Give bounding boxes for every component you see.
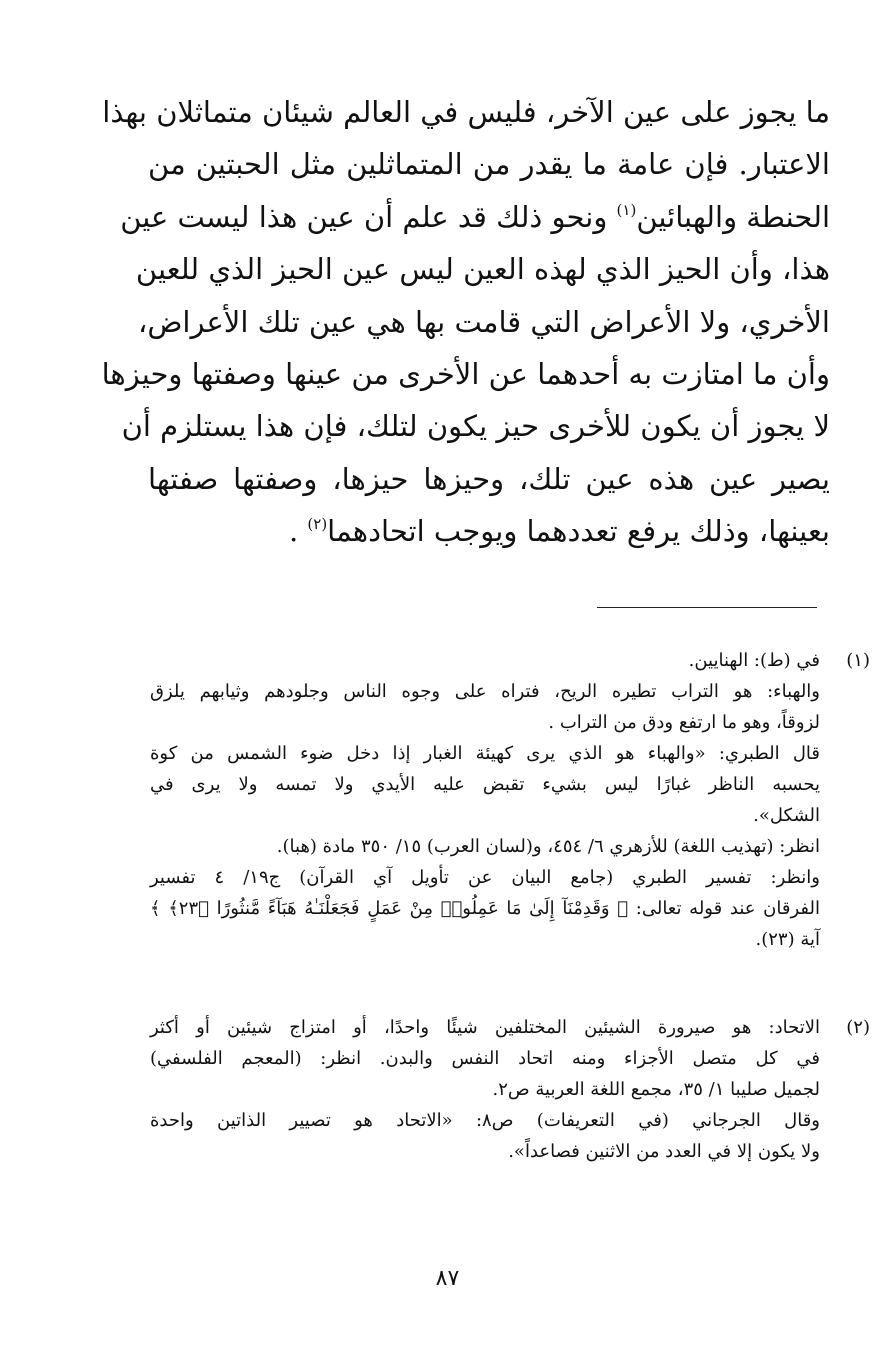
- footnote-separator: [597, 607, 817, 608]
- footnote-body: [150, 1012, 820, 1167]
- footnote-line: قال الطبري: «والهباء هو الذي يرى كهيئة الغبار إذا دخل ضوء الشمس من كوة: [150, 743, 820, 764]
- main-text-line: الأخري، ولا الأعراض التي قامت بها هي عين تلك الأعراض،: [138, 304, 830, 339]
- footnote-line: في كل متصل الأجزاء ومنه اتحاد النفس والبدن. انظر: (المعجم الفلسفي): [150, 1048, 820, 1069]
- footnote-number: (١): [846, 650, 870, 671]
- footnote-number: (٢): [846, 1017, 870, 1038]
- footnote-line: الاتحاد: هو صيرورة الشيئين المختلفين شيئًا واحدًا، أو امتزاج شيئين أو أكثر: [150, 1017, 820, 1038]
- footnote-line: يحسبه الناظر غبارًا ليس بشيء تقبض عليه الأيدي ولا تمسه ولا يرى في: [150, 774, 820, 795]
- footnote-ref-2[interactable]: (٢): [307, 515, 328, 534]
- footnote-body: [150, 645, 820, 955]
- main-text-line: هذا، وأن الحيز الذي لهذه العين ليس عين الحيز الذي للعين: [135, 252, 830, 287]
- footnote-line: وانظر: تفسير الطبري (جامع البيان عن تأويل آي القرآن) ج١٩/ ٤ تفسير: [150, 867, 820, 888]
- main-text-line: الاعتبار. فإن عامة ما يقدر من المتماثلين مثل الحبتين من: [148, 147, 830, 182]
- footnote-1: [150, 645, 870, 955]
- main-text-line: لا يجوز أن يكون للأخرى حيز يكون لتلك، فإن هذا يستلزم أن: [121, 409, 830, 444]
- main-text-line: يصير عين هذه عين تلك، وحيزها حيزها، وصفتها صفتها: [148, 461, 830, 496]
- footnote-line-quran-verse: الفرقان عند قوله تعالى: ﴿ وَقَدِمْنَآ إِلَىٰ مَا عَمِلُوا۟ مِنْ عَمَلٍ فَجَعَلْنَـٰهُ هَبَآءً مَّنثُورًا ﴿٢٣﴾ ﴾: [150, 898, 821, 919]
- footnote-line: في (ط): الهنايين.: [688, 650, 820, 671]
- footnote-ref-1[interactable]: (١): [616, 200, 637, 219]
- main-text-line: بعينها، وذلك يرفع تعددهما ويوجب اتحادهما$^{(٢)}$ .: [288, 514, 830, 549]
- footnote-line: والهباء: هو التراب تطيره الريح، فتراه على وجوه الناس وجلودهم وثيابهم يلزق: [150, 681, 820, 702]
- footnote-line: وقال الجرجاني (في التعريفات) ص٨: «الاتحاد هو تصيير الذاتين واحدة: [150, 1110, 820, 1131]
- footnote-2: [150, 1012, 870, 1172]
- footnote-line: ولا يكون إلا في العدد من الاثنين فصاعداً».: [508, 1141, 820, 1162]
- footnote-line: لزوقاً، وهو ما ارتفع ودق من التراب .: [548, 712, 820, 733]
- footnote-line: الشكل».: [753, 805, 820, 826]
- footnote-line: انظر: (تهذيب اللغة) للأزهري ٦/ ٤٥٤، و(لسان العرب) ١٥/ ٣٥٠ مادة (هبا).: [276, 836, 820, 857]
- page-number: ٨٧: [435, 1266, 460, 1291]
- footnote-line: آية (٢٣).: [755, 929, 820, 950]
- main-text-line: ما يجوز على عين الآخر، فليس في العالم شيئان متماثلان بهذا: [102, 95, 830, 129]
- main-text-line: وأن ما امتازت به أحدهما عن الأخرى من عينها وصفتها وحيزها: [101, 356, 830, 391]
- main-text-line: الحنطة والهبائين$^{(١)}$ ونحو ذلك قد علم أن عين هذا ليست عين: [120, 199, 830, 234]
- footnote-line: لجميل صليبا ١/ ٣٥، مجمع اللغة العربية ص٢.: [492, 1079, 820, 1100]
- main-text: [101, 86, 830, 558]
